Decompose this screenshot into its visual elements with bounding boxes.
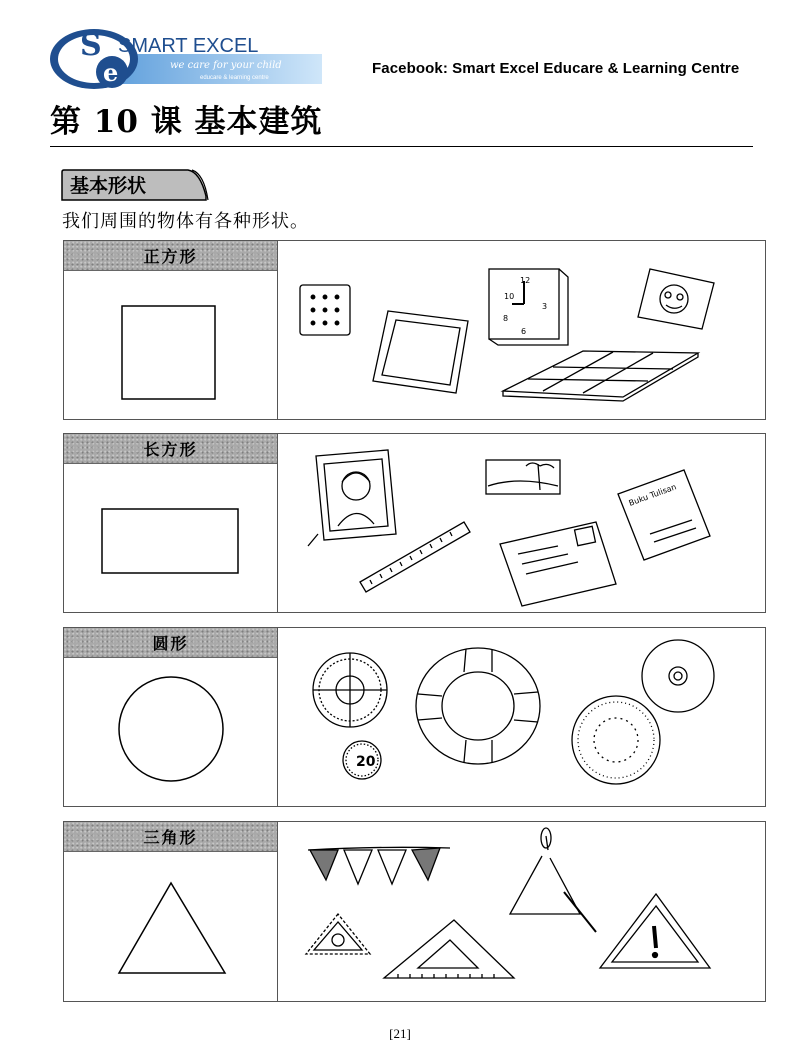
coin-picture <box>343 741 381 779</box>
svg-text:10: 10 <box>504 292 515 301</box>
book-cover-text: Buku Tulisan <box>627 482 678 508</box>
shape-label: 三角形 <box>143 828 198 847</box>
panel-circle <box>63 627 766 807</box>
photo-frame-picture <box>373 311 468 393</box>
shape-label: 正方形 <box>143 247 198 266</box>
smart-excel-logo <box>50 28 325 90</box>
clock-picture <box>489 269 568 345</box>
tile-picture <box>300 285 350 335</box>
intro-sentence: 我们周围的物体有各种形状。 <box>62 211 309 232</box>
circle-objects <box>278 628 766 806</box>
svg-text:3: 3 <box>542 302 548 311</box>
warning-sign-picture <box>600 894 710 968</box>
ruler-picture <box>360 522 470 592</box>
panel-square <box>63 240 766 420</box>
triangle-instrument-picture <box>510 828 596 932</box>
portrait-frame-picture <box>308 450 396 546</box>
shape-label: 圆形 <box>152 634 189 653</box>
square-objects <box>278 241 766 419</box>
floor-tile-picture <box>503 351 698 401</box>
panel-triangle <box>63 821 766 1002</box>
life-ring-picture <box>416 648 540 764</box>
svg-text:S: S <box>80 28 102 63</box>
exercise-book-picture <box>618 470 710 560</box>
logo-slogan-text: we care for your child <box>170 60 282 71</box>
plate-picture <box>572 696 660 784</box>
envelope-picture <box>500 522 616 606</box>
label-cell <box>64 241 277 271</box>
lesson-title: 第 10 课 基本建筑 <box>50 104 323 140</box>
label-cell <box>64 628 277 658</box>
rectangle-objects <box>278 434 766 612</box>
svg-text:8: 8 <box>503 314 509 323</box>
facebook-caption: Facebook: Smart Excel Educare & Learning Centre <box>372 60 740 77</box>
svg-text:6: 6 <box>521 327 527 336</box>
triangle-objects <box>278 822 766 1001</box>
svg-text:e: e <box>103 58 119 87</box>
triangle-shape <box>64 851 277 1001</box>
section-title: 基本形状 <box>70 175 147 197</box>
title-divider <box>50 146 753 147</box>
page-number: [21] <box>389 1026 411 1041</box>
circle-shape <box>64 657 277 807</box>
label-cell <box>64 822 277 852</box>
logo-sub-text: educare & learning centre <box>200 75 269 81</box>
stamp-picture <box>306 914 370 954</box>
panel-rectangle <box>63 433 766 613</box>
square-shape <box>64 270 277 420</box>
rectangle-shape <box>64 463 277 613</box>
cd-picture <box>642 640 714 712</box>
postcard-picture <box>486 460 560 494</box>
card-picture <box>638 269 714 329</box>
set-square-picture <box>384 920 514 978</box>
shape-label: 长方形 <box>143 440 198 459</box>
bunting-flags-picture <box>308 847 450 884</box>
label-cell <box>64 434 277 464</box>
svg-text:12: 12 <box>520 276 531 285</box>
coin-value: 20 <box>356 754 376 770</box>
protractor-picture <box>313 653 387 727</box>
logo-brand-text: SMART EXCEL <box>118 35 259 57</box>
